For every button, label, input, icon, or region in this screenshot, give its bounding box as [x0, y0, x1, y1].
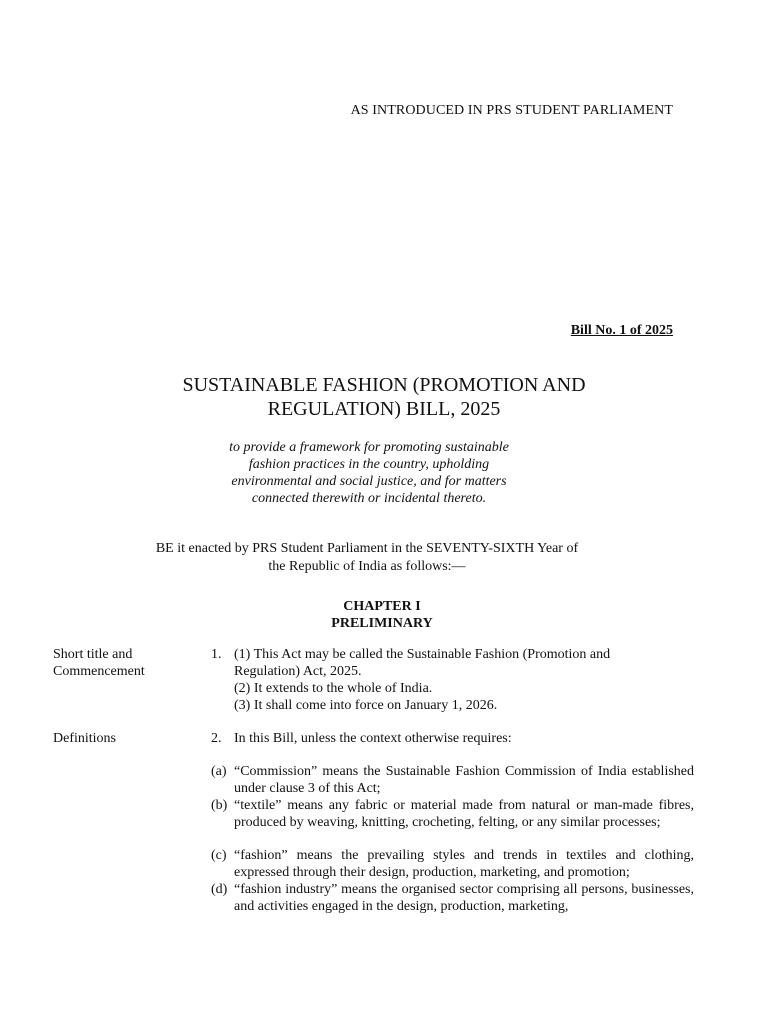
section-1-side-label [53, 646, 145, 680]
definition-item [211, 763, 694, 797]
introduced-line: AS INTRODUCED IN PRS STUDENT PARLIAMENT [350, 103, 673, 118]
definition-item [211, 847, 694, 881]
bill-title-line: REGULATION) BILL, 2025 [267, 398, 501, 420]
definition-text: “textile” means any fabric or material made from natural or man-made fibres, produced by weaving, knitting, crocheting, felting, or any similar processes; [234, 798, 694, 830]
clause-line: (1) This Act may be called the Sustainable Fashion (Promotion and [234, 647, 611, 662]
long-title-line: connected therewith or incidental thereto. [251, 491, 487, 506]
section-2-side-label [53, 730, 116, 747]
section-1-body [234, 646, 694, 714]
chapter-heading [0, 598, 764, 632]
chapter-number: CHAPTER I [343, 599, 421, 614]
definition-letter: (a) [211, 764, 227, 779]
definition-text: “fashion industry” means the organised sector comprising all persons, businesses, and activities engaged in the design, production, marketing, [234, 882, 694, 914]
side-label-line: Short title and [53, 647, 133, 662]
section-1-number: 1. [211, 647, 222, 662]
side-label-line: Commencement [53, 664, 145, 679]
clause-line: (3) It shall come into force on January 1, 2026. [234, 698, 498, 713]
section-2-number: 2. [211, 731, 222, 746]
definition-item [211, 797, 694, 831]
bill-number: Bill No. 1 of 2025 [570, 323, 673, 338]
enacting-clause [0, 540, 734, 576]
bill-title-line: SUSTAINABLE FASHION (PROMOTION AND [182, 374, 586, 396]
long-title-line: to provide a framework for promoting sustainable [229, 440, 509, 455]
definition-text: “Commission” means the Sustainable Fashion Commission of India established under clause 3 of this Act; [234, 764, 694, 796]
long-title-line: environmental and social justice, and for matters [231, 474, 507, 489]
long-title-line: fashion practices in the country, upholding [248, 457, 490, 472]
definition-item [211, 881, 694, 915]
definition-text: “fashion” means the prevailing styles and trends in textiles and clothing, expressed through their design, production, marketing, and promotion; [234, 848, 694, 880]
clause-line: (2) It extends to the whole of India. [234, 681, 433, 696]
side-label-line: Definitions [53, 731, 116, 746]
enacting-line: the Republic of India as follows:— [268, 559, 466, 574]
chapter-name: PRELIMINARY [331, 616, 433, 631]
definition-letter: (b) [211, 798, 228, 813]
clause-line: Regulation) Act, 2025. [234, 664, 362, 679]
bill-long-title [0, 439, 738, 507]
section-2-intro: In this Bill, unless the context otherwise requires: [234, 731, 512, 746]
definition-letter: (c) [211, 848, 227, 863]
enacting-line: BE it enacted by PRS Student Parliament in the SEVENTY-SIXTH Year of [155, 541, 579, 556]
bill-title [0, 373, 768, 421]
definition-letter: (d) [211, 882, 228, 897]
